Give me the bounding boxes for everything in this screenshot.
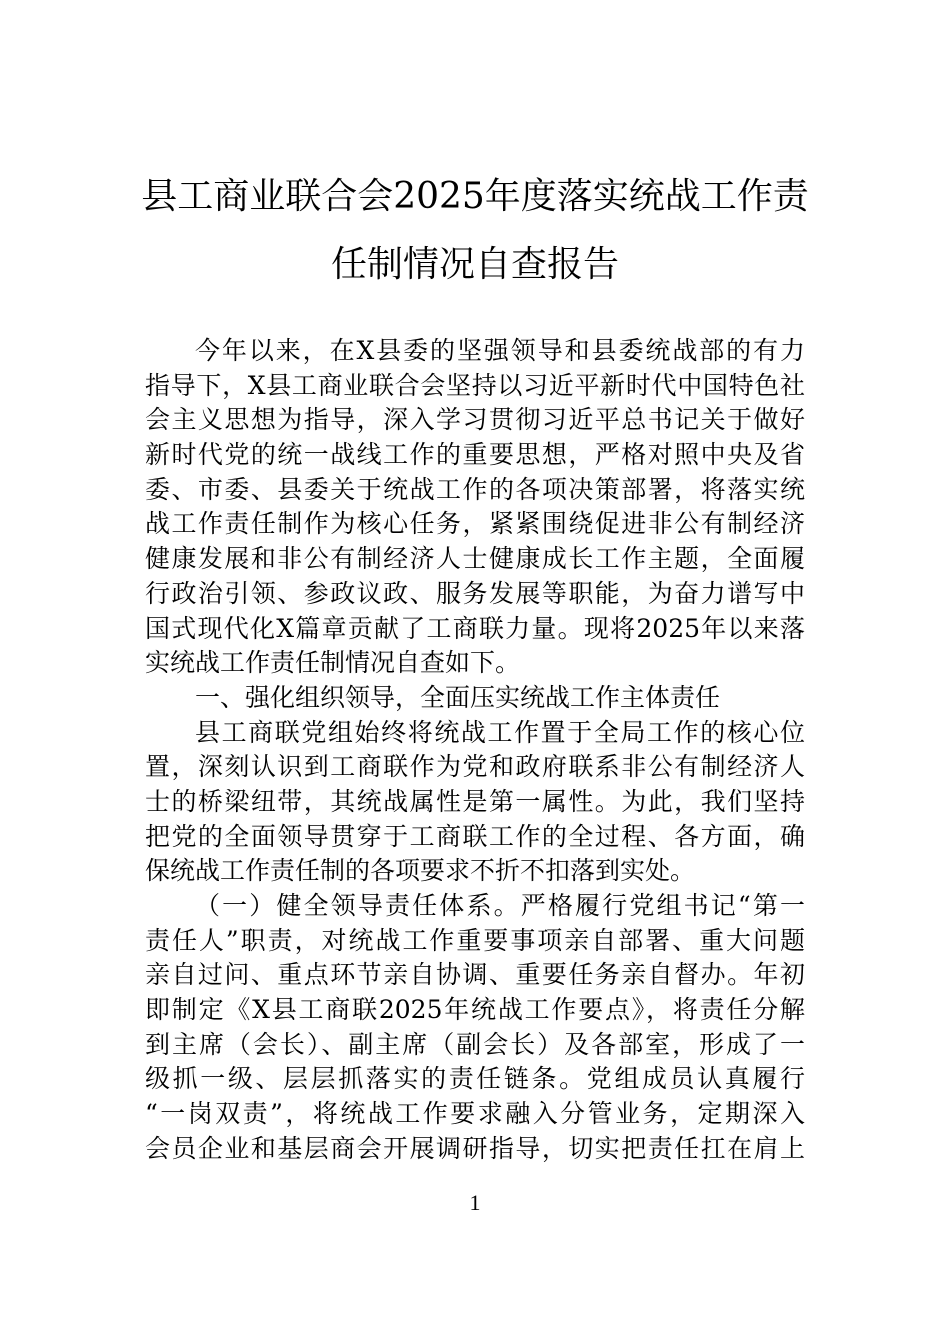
paragraph-line: 到主席（会长）、副主席（副会长）及各部室，形成了一: [145, 1029, 805, 1059]
paragraph: [145, 889, 805, 1167]
paragraph-line: 即制定《X县工商联2025年统战工作要点》，将责任分解: [145, 995, 805, 1025]
paragraph: [145, 334, 805, 681]
paragraph-line: 把党的全面领导贯穿于工商联工作的全过程、各方面，确: [145, 821, 805, 851]
paragraph-line: 县工商联党组始终将统战工作置于全局工作的核心位: [195, 717, 805, 747]
paragraph-line: 国式现代化X篇章贡献了工商联力量。现将2025年以来落: [145, 613, 805, 643]
paragraph: [145, 716, 805, 889]
paragraph-line: 委、市委、县委关于统战工作的各项决策部署，将落实统: [145, 474, 805, 504]
paragraph-line: “一岗双责”，将统战工作要求融入分管业务，定期深入: [145, 1099, 805, 1129]
paragraph-line: 今年以来，在X县委的坚强领导和县委统战部的有力: [195, 336, 805, 365]
paragraph-line: （一）健全领导责任体系。严格履行党组书记“第一: [195, 891, 805, 920]
page-number: 1: [469, 1190, 481, 1215]
paragraph-line: 指导下，X县工商业联合会坚持以习近平新时代中国特色社: [145, 370, 805, 400]
paragraph-line: 责任人”职责，对统战工作重要事项亲自部署、重大问题: [145, 925, 805, 955]
paragraph-line: 士的桥梁纽带，其统战属性是第一属性。为此，我们坚持: [145, 786, 805, 816]
paragraph-line: 健康发展和非公有制经济人士健康成长工作主题，全面履: [145, 544, 805, 574]
document-title-line-1: 县工商业联合会2025年度落实统战工作责: [141, 176, 809, 217]
document-body: [145, 334, 805, 1167]
document-title-line-2: 任制情况自查报告: [330, 244, 619, 285]
paragraph-line: 会员企业和基层商会开展调研指导，切实把责任扛在肩上: [145, 1133, 805, 1163]
paragraph-line: 实统战工作责任制情况自查如下。: [145, 648, 521, 678]
paragraph-line: 行政治引领、参政议政、服务发展等职能，为奋力谱写中: [145, 578, 805, 608]
paragraph-line: 一、强化组织领导，全面压实统战工作主体责任: [195, 682, 721, 712]
paragraph-line: 置，深刻认识到工商联作为党和政府联系非公有制经济人: [145, 752, 805, 782]
paragraph: [145, 681, 805, 716]
paragraph-line: 战工作责任制作为核心任务，紧紧围绕促进非公有制经济: [145, 509, 805, 539]
paragraph-line: 保统战工作责任制的各项要求不折不扣落到实处。: [145, 856, 696, 886]
paragraph-line: 会主义思想为指导，深入学习贯彻习近平总书记关于做好: [145, 405, 805, 435]
paragraph-line: 级抓一级、层层抓落实的责任链条。党组成员认真履行: [145, 1064, 805, 1094]
paragraph-line: 亲自过问、重点环节亲自协调、重要任务亲自督办。年初: [145, 960, 805, 990]
paragraph-line: 新时代党的统一战线工作的重要思想，严格对照中央及省: [145, 440, 805, 470]
